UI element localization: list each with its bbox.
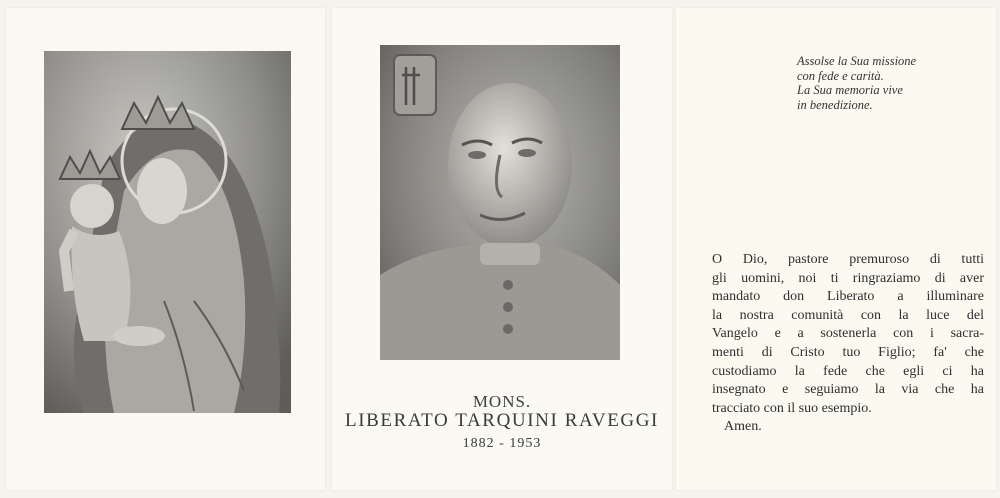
prayer-line: O Dio, pastore premuroso di tutti xyxy=(712,252,984,267)
prayer-line: gli uomini, noi ti ringraziamo di aver xyxy=(712,270,984,286)
prayer-text xyxy=(712,251,984,437)
epitaph xyxy=(797,54,987,112)
prayer-amen: Amen. xyxy=(724,419,762,435)
card-middle-panel xyxy=(332,8,672,490)
epitaph-line: Assolse la Sua missione xyxy=(797,54,917,68)
epitaph-line: con fede e carità. xyxy=(797,68,884,83)
prayer-line: insegnato e seguiamo la via che ha xyxy=(712,382,984,398)
title-prefix xyxy=(332,392,672,412)
card-left-panel xyxy=(6,8,325,490)
prayer-line: menti di Cristo tuo Figlio; fa' che xyxy=(712,344,984,360)
prayer-line: Vangelo e a sostenerla con i sacra- xyxy=(712,326,984,342)
portrait-relief-graphic xyxy=(380,45,620,360)
deceased-name: LIBERATO TARQUINI RAVEGGI xyxy=(345,410,659,431)
madonna-relief-graphic xyxy=(44,51,291,413)
madonna-and-child-image xyxy=(44,51,291,413)
prayer-line: custodiamo la fede che egli ci ha xyxy=(712,363,984,379)
prayer-line: la nostra comunità con la luce del xyxy=(712,307,984,323)
epitaph-line: in benedizione. xyxy=(797,97,873,112)
title-prefix-text: MONS. xyxy=(472,392,532,411)
life-years: 1882 - 1953 xyxy=(462,436,542,451)
portrait-relief-image xyxy=(380,45,620,360)
prayer-line: mandato don Liberato a illuminare xyxy=(712,289,984,305)
prayer-line: tracciato con il suo esempio. xyxy=(712,400,872,416)
epitaph-line: La Sua memoria vive xyxy=(797,83,903,97)
card-right-panel xyxy=(676,8,996,490)
